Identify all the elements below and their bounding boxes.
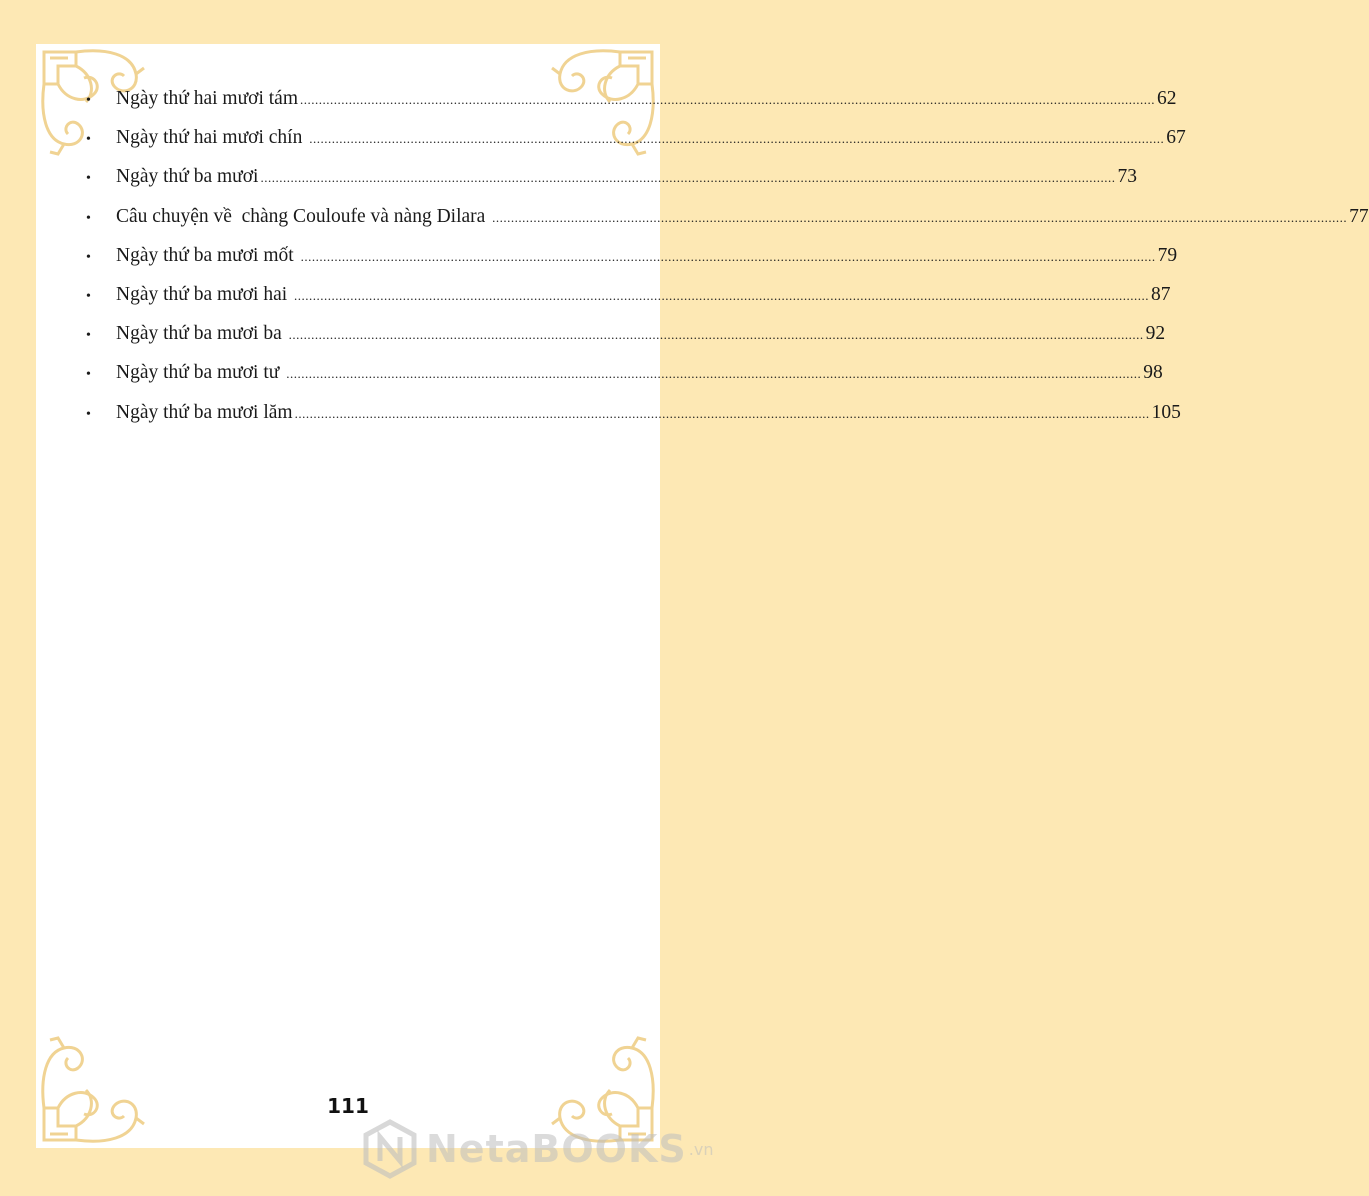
bullet-icon: • [86, 328, 91, 344]
toc-entry[interactable] [86, 205, 1369, 245]
dot-leader [260, 170, 1115, 186]
hexagon-n-logo-icon [362, 1119, 418, 1179]
toc-entry[interactable] [86, 283, 1171, 323]
toc-entry[interactable] [86, 88, 1177, 127]
corner-ornament-icon [36, 1018, 148, 1148]
bullet-icon: • [86, 132, 91, 148]
toc-entry-page: 87 [1151, 283, 1171, 305]
toc-entry-title: Ngày thứ ba mươi lăm [116, 401, 293, 423]
toc-entry-title: Câu chuyện về chàng Couloufe và nàng Dilara [116, 205, 491, 227]
bullet-icon: • [86, 406, 91, 422]
toc-entry[interactable] [86, 401, 1181, 441]
toc-entry-page: 67 [1166, 127, 1186, 149]
toc-entry-page: 73 [1117, 166, 1137, 188]
bullet-icon: • [86, 93, 91, 108]
dot-leader [300, 92, 1155, 108]
toc-entry-title: Ngày thứ ba mươi hai [116, 283, 293, 305]
dot-leader [286, 366, 1141, 382]
bullet-icon: • [86, 367, 91, 383]
toc-entry-page: 105 [1151, 401, 1181, 423]
toc-entry[interactable] [86, 362, 1163, 401]
page-number: 111 [327, 1094, 369, 1118]
toc-entry-title: Ngày thứ ba mươi ba [116, 323, 287, 345]
dot-leader [301, 249, 1156, 265]
toc-entry-page: 79 [1157, 244, 1178, 266]
toc-entry[interactable] [86, 166, 1137, 205]
bullet-icon: • [86, 288, 91, 304]
watermark [362, 1118, 713, 1180]
bullet-icon: • [86, 171, 91, 187]
dot-leader [295, 406, 1150, 422]
toc-entry[interactable] [86, 127, 1186, 166]
dot-leader [294, 288, 1149, 304]
toc-entry[interactable] [86, 244, 1178, 284]
toc-entry-page: 98 [1143, 362, 1163, 384]
toc-entry-page: 77 [1349, 205, 1369, 227]
table-of-contents [86, 88, 1369, 441]
watermark-suffix: .vn [688, 1139, 714, 1159]
toc-entry-title: Ngày thứ hai mươi tám [116, 88, 299, 109]
toc-entry-page: 62 [1157, 88, 1177, 109]
bullet-icon: • [86, 210, 91, 226]
dot-leader [289, 327, 1144, 343]
book-page [36, 44, 1369, 1148]
toc-entry[interactable] [86, 323, 1166, 362]
toc-entry-title: Ngày thứ ba mươi tư [116, 362, 285, 384]
toc-entry-page: 92 [1145, 323, 1166, 345]
bullet-icon: • [86, 249, 91, 265]
dot-leader [492, 210, 1347, 226]
toc-entry-title: Ngày thứ ba mươi mốt [116, 244, 299, 266]
toc-entry-title: Ngày thứ hai mươi chín [116, 127, 308, 149]
dot-leader [309, 131, 1164, 147]
watermark-brand: NetaBOOKS [426, 1127, 687, 1171]
toc-entry-title: Ngày thứ ba mươi [116, 166, 259, 188]
